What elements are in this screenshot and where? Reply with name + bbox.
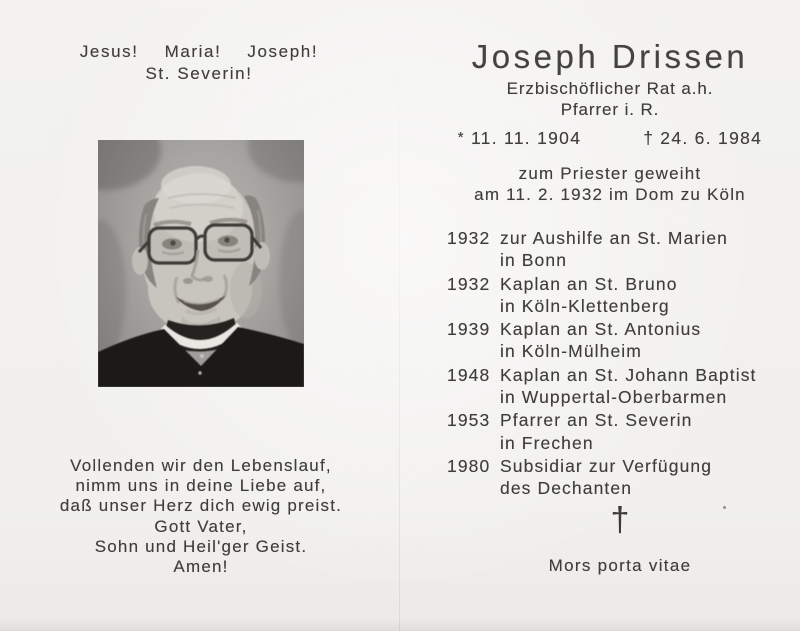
- prayer-line: Vollenden wir den Lebenslauf,: [70, 456, 332, 475]
- ordination-line2: am 11. 2. 1932 im Dom zu Köln: [474, 185, 746, 204]
- memorial-cross-icon: †: [610, 501, 630, 539]
- timeline-entry: [447, 318, 795, 363]
- timeline-text: [500, 227, 795, 272]
- timeline-line2: in Köln-Klettenberg: [500, 295, 670, 316]
- timeline-line2: in Frechen: [500, 432, 594, 453]
- timeline-text: [500, 455, 795, 500]
- timeline-line1: Kaplan an St. Antonius: [500, 319, 702, 340]
- timeline-entry: [447, 455, 795, 500]
- timeline-year: 1953: [447, 410, 491, 431]
- timeline-entry: [447, 409, 795, 454]
- prayer-line: Gott Vater,: [154, 516, 248, 536]
- invocation-word-joseph: Joseph!: [247, 42, 319, 61]
- career-timeline: [447, 227, 795, 501]
- timeline-text: [500, 409, 795, 454]
- prayer: [0, 456, 402, 577]
- scan-dot-artifact: [723, 506, 726, 509]
- prayer-line: daß unser Herz dich ewig preist.: [59, 496, 343, 516]
- invocation-word-maria: Maria!: [164, 42, 222, 61]
- timeline-year: 1939: [447, 319, 491, 340]
- priest-portrait-image: [98, 140, 304, 387]
- timeline-year: 1948: [447, 364, 491, 385]
- timeline-year: 1980: [447, 455, 491, 476]
- scan-bottom-shadow: [0, 619, 800, 631]
- prayer-line: Sohn und Heil'ger Geist.: [94, 536, 308, 556]
- ordination-line1: zum Priester geweiht: [518, 164, 702, 183]
- invocation-line2: St. Severin!: [145, 64, 253, 83]
- timeline-line2: des Dechanten: [500, 478, 633, 499]
- timeline-line1: Subsidiar zur Verfügung: [500, 455, 713, 476]
- invocation-line1: [0, 41, 398, 63]
- invocation-word-jesus: Jesus!: [79, 42, 139, 61]
- timeline-line2: in Wuppertal-Oberbarmen: [500, 387, 728, 408]
- priest-portrait-photo: [98, 140, 304, 387]
- timeline-text: [500, 364, 795, 409]
- prayer-line: Amen!: [173, 557, 229, 577]
- death-date: 24. 6. 1984: [660, 128, 763, 148]
- timeline-year: 1932: [447, 228, 491, 248]
- timeline-line2: in Köln-Mülheim: [500, 341, 642, 362]
- timeline-entry: [447, 273, 795, 318]
- birth-date-group: [458, 128, 581, 149]
- invocation: [0, 41, 398, 85]
- timeline-entry: [447, 227, 795, 272]
- timeline-year: 1932: [447, 273, 491, 294]
- timeline-text: [500, 273, 795, 318]
- honorific-title-line2: Pfarrer i. R.: [560, 100, 660, 119]
- timeline-line1: Pfarrer an St. Severin: [500, 410, 693, 431]
- deceased-name: Joseph Drissen: [471, 38, 749, 75]
- honorific-title-line1: Erzbischöflicher Rat a.h.: [506, 79, 714, 98]
- timeline-line1: Kaplan an St. Bruno: [500, 273, 678, 294]
- priest-figure: [98, 166, 304, 387]
- latin-motto: Mors porta vitae: [548, 556, 692, 575]
- timeline-text: [500, 318, 795, 363]
- death-cross-icon: †: [643, 128, 655, 148]
- death-date-group: [643, 128, 762, 149]
- timeline-entry: [447, 364, 795, 409]
- timeline-line1: zur Aushilfe an St. Marien: [500, 228, 729, 248]
- prayer-line: nimm uns in deine Liebe auf,: [75, 476, 327, 496]
- timeline-line1: Kaplan an St. Johann Baptist: [500, 364, 757, 385]
- life-dates: [420, 128, 800, 149]
- timeline-line2: in Bonn: [500, 250, 568, 271]
- card-fold-line: [399, 0, 400, 631]
- birth-date: 11. 11. 1904: [470, 128, 582, 148]
- birth-star-icon: *: [457, 129, 465, 146]
